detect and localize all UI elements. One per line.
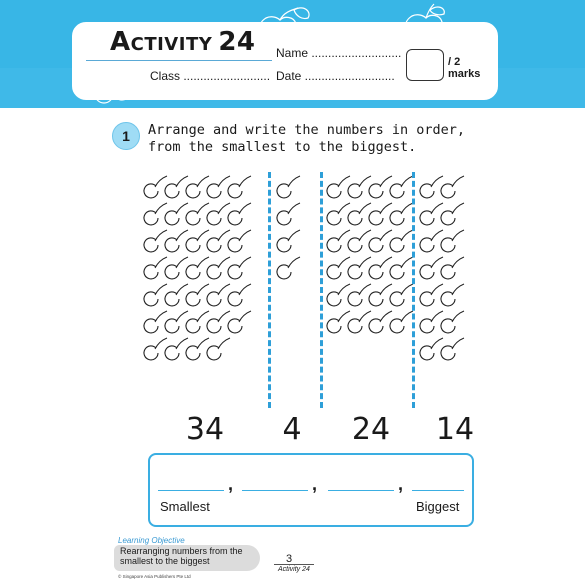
answer-comma: , (398, 474, 404, 494)
cherry-icon (420, 230, 443, 252)
question-instruction: Arrange and write the numbers in order, from the smallest to the biggest. (148, 122, 465, 155)
cherry-icon (348, 257, 371, 279)
answer-blank[interactable] (412, 490, 464, 491)
cherry-icon (390, 230, 413, 252)
cherry-icon (369, 203, 392, 225)
cherry-icon (369, 257, 392, 279)
cherry-icon (420, 338, 443, 360)
cherry-icon (165, 338, 188, 360)
answer-comma: , (312, 474, 318, 494)
cherry-icon (369, 176, 392, 198)
cherry-group (327, 176, 413, 333)
cherry-icon (441, 230, 464, 252)
cherry-icon (165, 203, 188, 225)
cherry-icon (228, 311, 251, 333)
cherry-icon (144, 230, 167, 252)
cherry-icon (390, 257, 413, 279)
cherry-group (420, 176, 464, 360)
cherry-icon (420, 284, 443, 306)
cherry-icon (390, 176, 413, 198)
cherry-icon (186, 338, 209, 360)
cherry-icon (228, 230, 251, 252)
cherry-icon (277, 176, 300, 198)
cherry-icon (228, 284, 251, 306)
group-divider (320, 172, 323, 408)
cherry-icon (165, 284, 188, 306)
number-card: 34 (185, 412, 225, 447)
cherry-icon (420, 257, 443, 279)
cherry-group (277, 176, 300, 279)
cherry-icon (441, 176, 464, 198)
learning-objective-text: Rearranging numbers from the smallest to the biggest (120, 546, 243, 566)
number-card: 4 (282, 412, 302, 447)
cherry-icon (144, 284, 167, 306)
cherry-icon (228, 257, 251, 279)
cherry-icon (207, 284, 230, 306)
number-card: 24 (351, 412, 391, 447)
cherry-icon (348, 176, 371, 198)
cherry-icon (144, 311, 167, 333)
cherry-icon (420, 176, 443, 198)
cherry-icon (441, 284, 464, 306)
cherry-icon (327, 284, 350, 306)
cherry-icon (348, 284, 371, 306)
cherry-icon (207, 176, 230, 198)
cherry-icon (441, 338, 464, 360)
cherry-icon (207, 338, 230, 360)
cherry-icon (186, 230, 209, 252)
answer-blank[interactable] (158, 490, 224, 491)
cherry-icon (207, 257, 230, 279)
cherry-icon (441, 257, 464, 279)
cherry-icon (186, 176, 209, 198)
activity-number: 24 (218, 27, 256, 57)
cherry-icon (144, 176, 167, 198)
cherry-icon (369, 230, 392, 252)
page-number-rule (274, 564, 314, 565)
cherry-icon (369, 284, 392, 306)
activity-title-initial: A (110, 27, 131, 57)
score-unit: marks (448, 68, 481, 80)
cherry-icon (348, 311, 371, 333)
cherry-icon (348, 230, 371, 252)
cherry-icon (165, 176, 188, 198)
cherry-icon (327, 203, 350, 225)
cherry-icon (186, 284, 209, 306)
answer-comma: , (228, 474, 234, 494)
cherry-icon (207, 230, 230, 252)
answer-blank[interactable] (328, 490, 394, 491)
cherry-icon (441, 203, 464, 225)
cherry-icon (228, 203, 251, 225)
activity-title-rest: CTIVITY (130, 34, 213, 55)
class-field[interactable]: Class .......................... (150, 69, 271, 83)
score-total: / 2 (448, 56, 461, 68)
cherry-icon (277, 203, 300, 225)
cherry-icon (327, 257, 350, 279)
cherry-icon (277, 257, 300, 279)
learning-objective-label: Learning Objective (118, 536, 185, 545)
smallest-label: Smallest (160, 499, 210, 514)
cherry-icon (144, 338, 167, 360)
cherry-icon (420, 203, 443, 225)
cherry-icon (228, 176, 251, 198)
cherry-icon (165, 257, 188, 279)
cherry-icon (420, 311, 443, 333)
cherry-icon (390, 284, 413, 306)
cherry-icon (207, 311, 230, 333)
page-number: 3 (286, 553, 293, 565)
cherry-icon (390, 203, 413, 225)
number-card: 14 (435, 412, 475, 447)
cherry-group (144, 176, 251, 360)
answer-blank[interactable] (242, 490, 308, 491)
page-activity-label: Activity 24 (278, 566, 310, 573)
cherry-icon (348, 203, 371, 225)
question-number-badge: 1 (112, 122, 140, 150)
cherry-icon (390, 311, 413, 333)
cherry-icon (165, 311, 188, 333)
cherry-icon (441, 311, 464, 333)
name-field[interactable]: Name ........................... (276, 46, 402, 60)
group-divider (268, 172, 271, 408)
cherry-icon (186, 203, 209, 225)
date-field[interactable]: Date ........................... (276, 69, 395, 83)
cherry-icon (277, 230, 300, 252)
cherry-icon (186, 257, 209, 279)
cherry-icon (144, 203, 167, 225)
copyright: © Singapore Asia Publishers Pte Ltd (118, 574, 191, 579)
cherry-icon (165, 230, 188, 252)
cherry-icon (327, 230, 350, 252)
cherry-icon (327, 311, 350, 333)
group-divider (412, 172, 415, 408)
cherry-icon (186, 311, 209, 333)
biggest-label: Biggest (416, 499, 460, 514)
cherry-icon (369, 311, 392, 333)
cherry-icon (327, 176, 350, 198)
cherry-icon (207, 203, 230, 225)
cherry-icon (144, 257, 167, 279)
